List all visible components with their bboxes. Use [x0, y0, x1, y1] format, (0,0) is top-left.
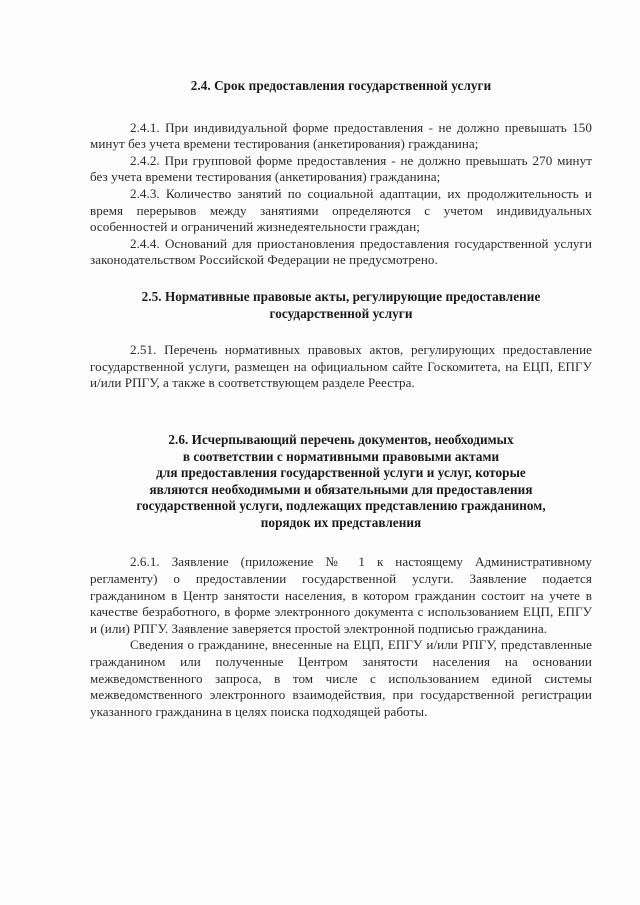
section-2-5-heading — [90, 289, 592, 322]
paragraph-2-4-3: 2.4.3. Количество занятий по социальной адаптации, их продолжительность и время перерывов между занятиями определяются с учетом индивидуальных особенностей и ограничений жизнедеятельности граждан; — [90, 185, 592, 235]
section-2-4-heading — [90, 78, 592, 95]
section-2-6-title-line6: порядок их представления — [260, 514, 422, 530]
section-2-6-title-line3: для предоставления государственной услуги и услуг, которые — [156, 465, 526, 481]
section-2-4-title: 2.4. Срок предоставления государственной услуги — [190, 78, 492, 93]
section-2-6-title-line4: являются необходимыми и обязательными для предоставления — [149, 481, 533, 497]
section-2-5-title-line1: 2.5. Нормативные правовые акты, регулирующие предоставление — [141, 288, 541, 304]
paragraph-2-5-1: 2.51. Перечень нормативных правовых актов, регулирующих предоставление государственной услуги, размещен на официальном сайте Госкомитета, на ЕЦП, ЕПГУ и/или РПГУ, а также в соответствующем разделе Реестра. — [90, 342, 592, 391]
document-body — [90, 78, 592, 720]
paragraph-2-4-4: 2.4.4. Оснований для приостановления предоставления государственной услуги законодательством Российской Федерации не предусмотрено. — [90, 235, 592, 268]
paragraph-2-4-1: 2.4.1. При индивидуальной форме предоставления - не должно превышать 150 минут без учета времени тестирования (анкетирования) гражданина; — [90, 119, 592, 152]
section-2-5-title-line2: государственной услуги — [269, 305, 413, 321]
section-2-6-heading — [90, 432, 592, 532]
paragraph-2-4-2: 2.4.2. При групповой форме предоставления - не должно превышать 270 минут без учета времени тестирования (анкетирования) гражданина; — [90, 152, 592, 185]
section-2-6-title-line5: государственной услуги, подлежащих представлению гражданином, — [136, 498, 546, 514]
paragraph-2-6-1: 2.6.1. Заявление (приложение № 1 к настоящему Административному регламенту) о предоставлении государственной услуги. Заявление подается гражданином в Центр занятости населения, в котором гражданин состоит на учете в качестве безработного, в форме электронного документа с использованием ЕЦП, ЕПГУ и (или) РПГУ. Заявление заверяется простой электронной подписью гражданина. — [90, 554, 592, 636]
paragraph-2-6-1-continued: Сведения о гражданине, внесенные на ЕЦП, ЕПГУ и/или РПГУ, представленные гражданином или полученные Центром занятости населения на основании межведомственного запроса, в том числе с использованием единой системы межведомственного электронного взаимодействия, при государственной регистрации указанного гражданина в целях поиска подходящей работы. — [90, 637, 592, 719]
section-2-6-title-line1: 2.6. Исчерпывающий перечень документов, необходимых — [168, 431, 514, 447]
section-2-6-title-line2: в соответствии с нормативными правовыми актами — [182, 448, 500, 464]
